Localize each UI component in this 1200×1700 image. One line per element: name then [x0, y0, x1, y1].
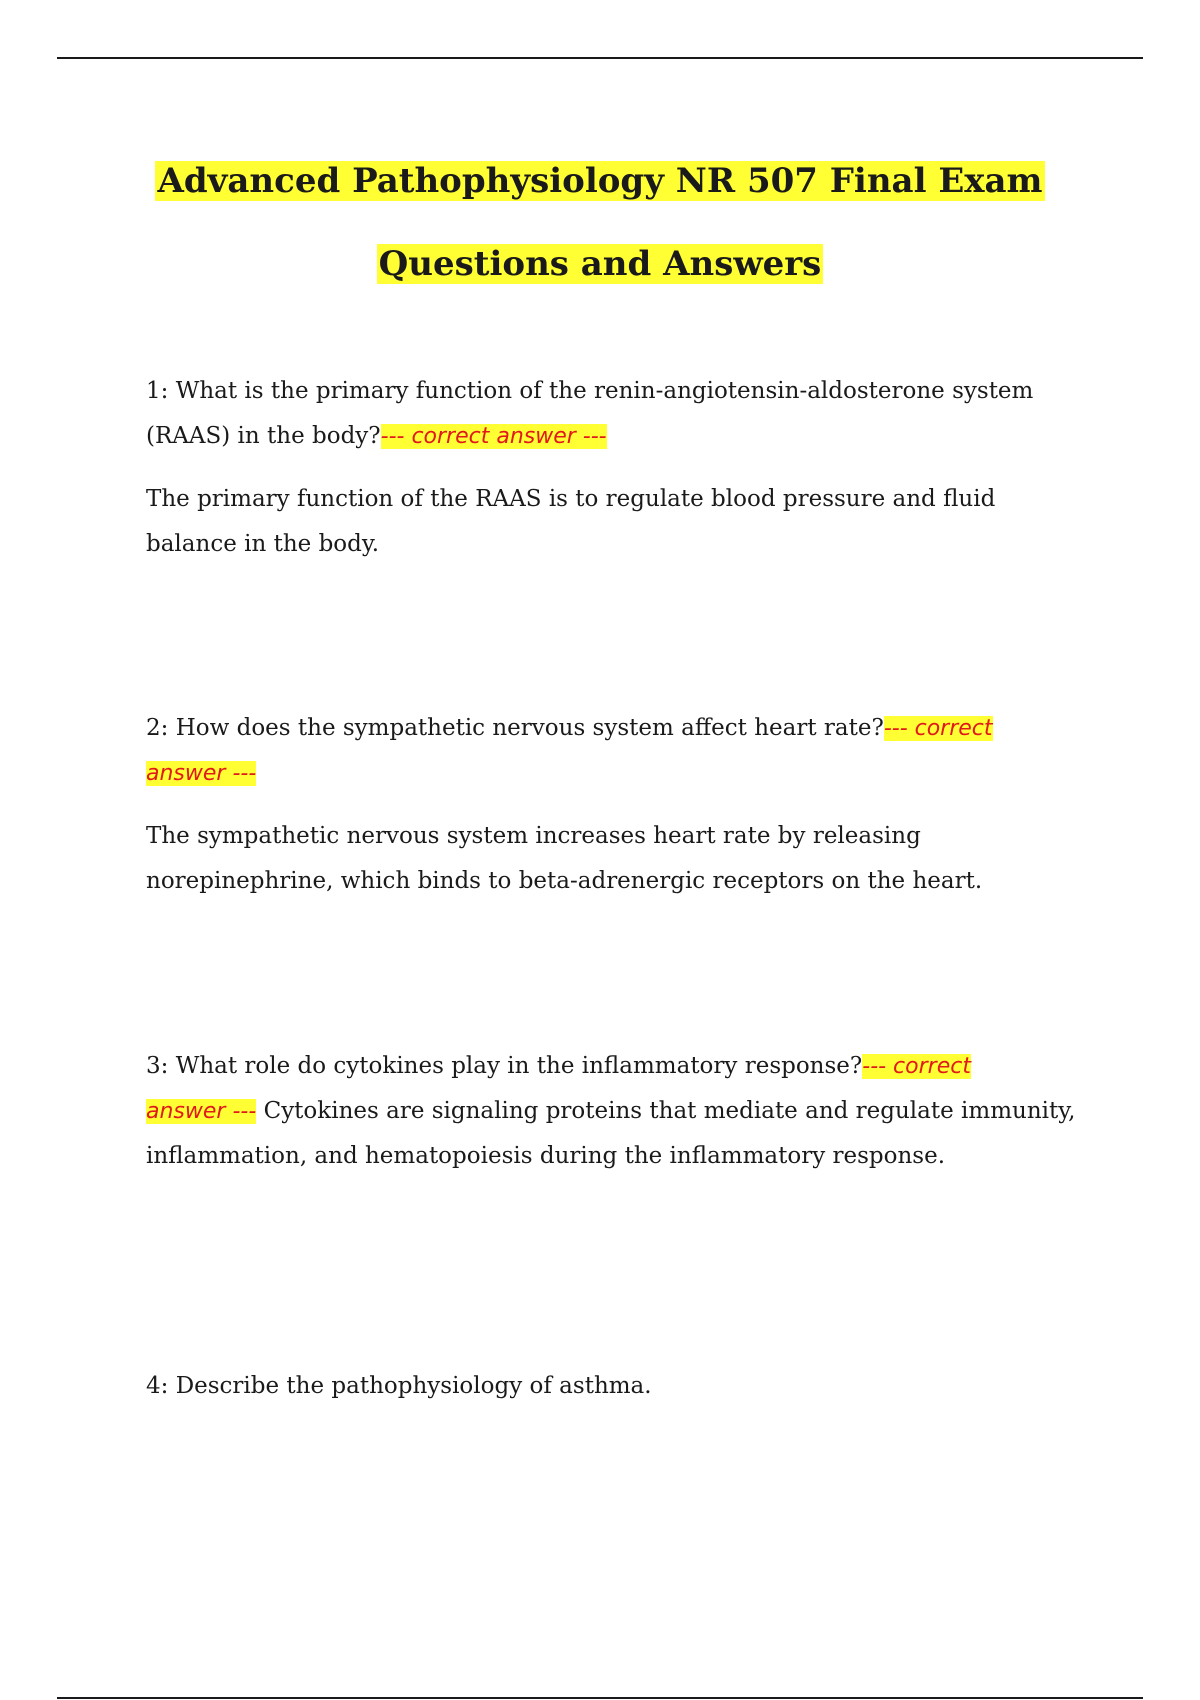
qa-item-1	[146, 369, 1091, 567]
correct-answer-marker: --- correct	[862, 1054, 971, 1079]
qa-item-2	[146, 706, 1091, 904]
title-line-2	[57, 223, 1143, 306]
question-2-text: 2: How does the sympathetic nervous system affect heart rate?	[146, 715, 884, 741]
title-line-1	[57, 140, 1143, 223]
answer-1: The primary function of the RAAS is to regulate blood pressure and fluid balance in the body.	[146, 486, 996, 557]
title-line-2-text: Questions and Answers	[378, 244, 822, 284]
correct-answer-marker-cont: answer ---	[146, 1099, 257, 1124]
correct-answer-marker: --- correct answer ---	[380, 424, 607, 449]
top-rule	[57, 57, 1143, 59]
qa-item-4	[146, 1364, 1091, 1409]
question-2	[146, 706, 1091, 796]
answer-2: The sympathetic nervous system increases heart rate by releasing norepinephrine, which binds to beta-adrenergic receptors on the heart.	[146, 823, 983, 894]
correct-answer-marker-cont: answer ---	[146, 761, 257, 786]
qa-item-3	[146, 1044, 1091, 1179]
title-line-1-text: Advanced Pathophysiology NR 507 Final Exam	[157, 161, 1043, 201]
question-3	[146, 1044, 1091, 1179]
bottom-rule	[57, 1697, 1143, 1699]
question-1-text: 1: What is the primary function of the renin-angiotensin-aldosterone system (RAAS) in the body?	[146, 378, 1034, 449]
document-title	[57, 140, 1143, 306]
correct-answer-marker: --- correct	[883, 716, 993, 741]
answer-3: Cytokines are signaling proteins that mediate and regulate immunity, inflammation, and hematopoiesis during the inflammatory response.	[146, 1098, 1076, 1169]
question-4: 4: Describe the pathophysiology of asthma.	[146, 1373, 652, 1399]
question-3-text: 3: What role do cytokines play in the inflammatory response?	[146, 1053, 863, 1079]
question-1	[146, 369, 1091, 459]
